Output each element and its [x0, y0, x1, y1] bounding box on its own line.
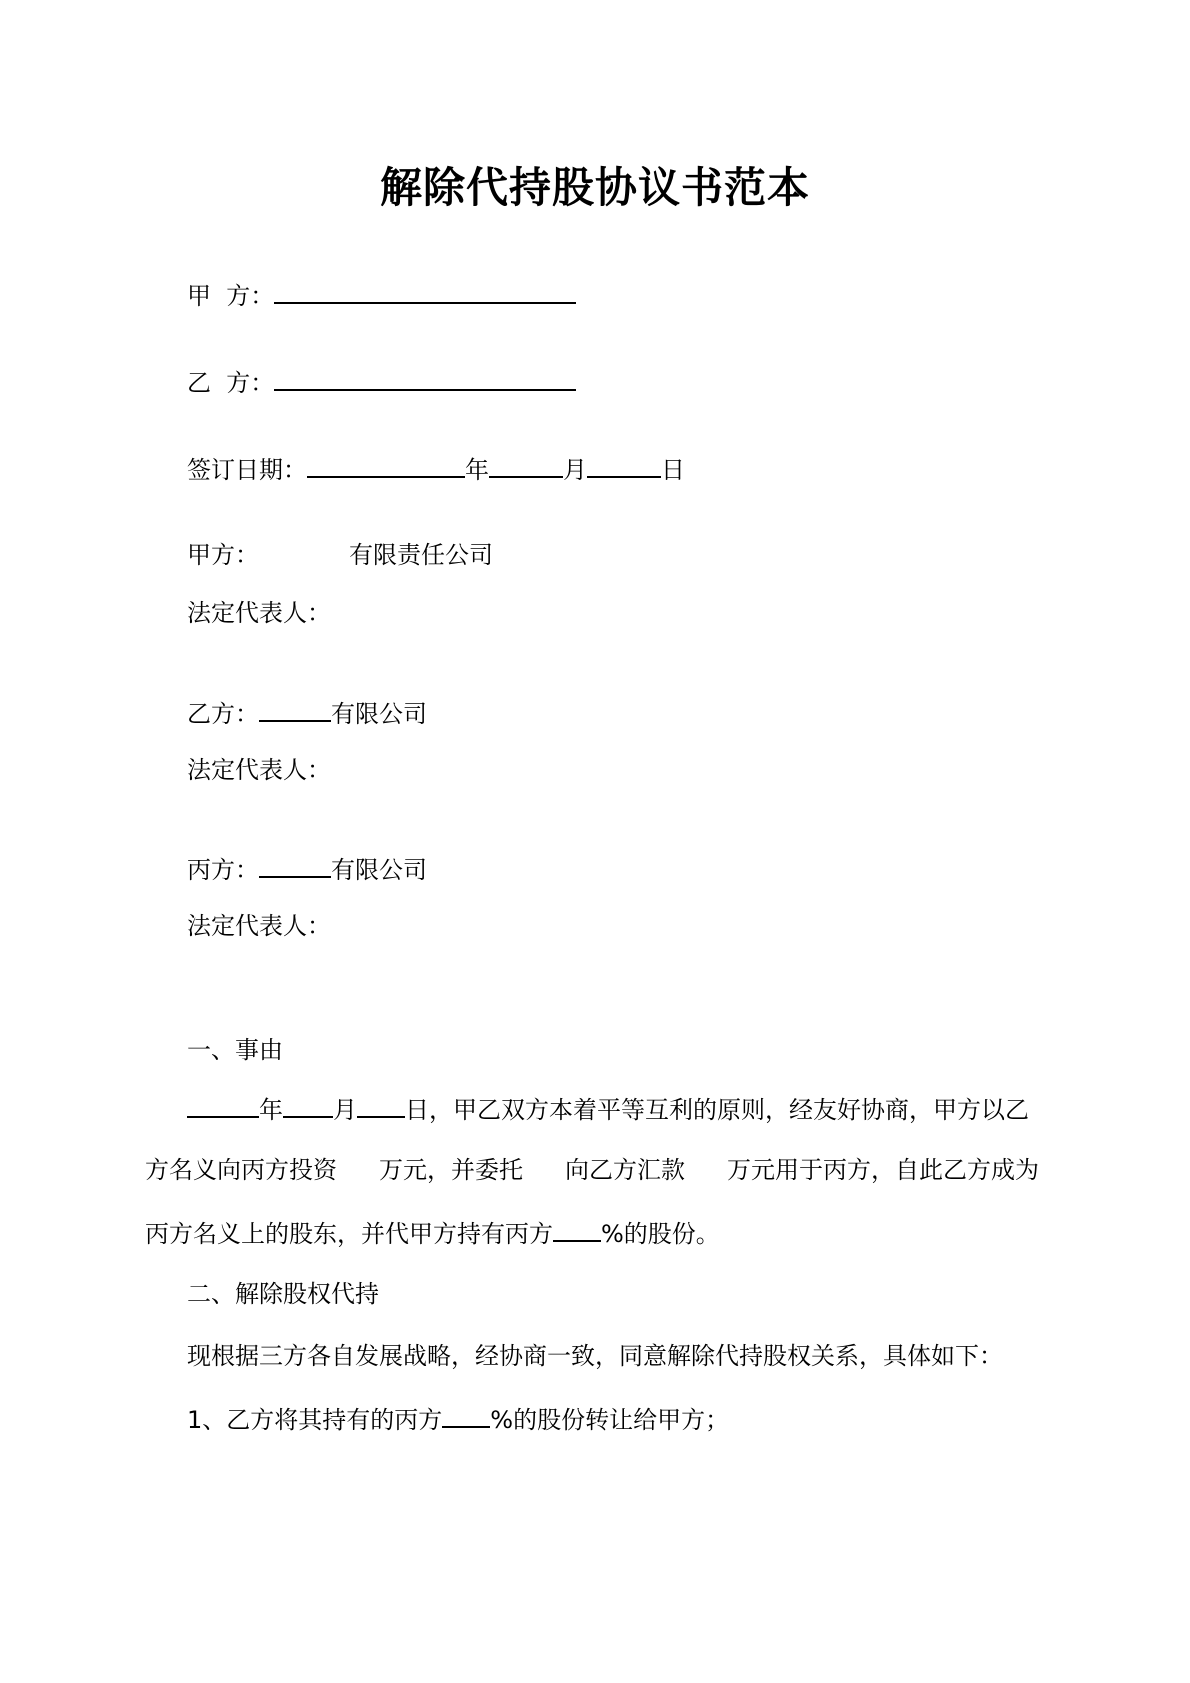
- reason-day-text: 日，甲乙双方本着平等互利的原则，经友好协商，甲方以乙: [405, 1096, 1029, 1124]
- holding-percent-blank: [553, 1214, 601, 1242]
- item-1-percent-blank: [442, 1400, 490, 1428]
- reason-month-label: 月: [333, 1096, 357, 1124]
- party-a-label: 甲 方：: [187, 282, 275, 310]
- party-a-company-name: 有限责任公司: [349, 541, 493, 569]
- section-2-intro: 现根据三方各自发展战略，经协商一致，同意解除代持股权关系，具体如下：: [187, 1342, 1003, 1370]
- party-a-company-line: [187, 537, 493, 573]
- party-a-line: [187, 276, 576, 314]
- party-c-company-name: 有限公司: [331, 856, 427, 884]
- item-1-text: 1、乙方将其持有的丙方: [187, 1406, 443, 1434]
- sign-year-blank: [307, 450, 465, 478]
- party-b-line: [187, 363, 576, 401]
- sign-date-line: [187, 450, 685, 488]
- sign-date-label: 签订日期：: [187, 456, 307, 484]
- reason-year-blank: [187, 1090, 259, 1118]
- invest-text: 方名义向丙方投资: [145, 1156, 337, 1184]
- shareholder-text: 万元用于丙方，自此乙方成为: [727, 1156, 1039, 1184]
- party-b-company-label: 乙方：: [187, 700, 259, 728]
- holding-text: 丙方名义上的股东，并代甲方持有丙方: [145, 1220, 553, 1248]
- reason-month-blank: [283, 1090, 333, 1118]
- party-b-label: 乙 方：: [187, 369, 275, 397]
- party-b-company-line: [187, 694, 427, 732]
- remit-text: 向乙方汇款: [565, 1156, 685, 1184]
- item-1-percent-text: %的股份转让给甲方；: [490, 1406, 730, 1434]
- entrust-text: 万元，并委托: [379, 1156, 523, 1184]
- party-b-rep-line: 法定代表人：: [187, 756, 331, 784]
- section-1-paragraph-line-1: [187, 1090, 1029, 1128]
- sign-day-label: 日: [661, 456, 685, 484]
- party-c-company-line: [187, 850, 427, 888]
- party-c-company-label: 丙方：: [187, 856, 259, 884]
- party-b-company-name: 有限公司: [331, 700, 427, 728]
- party-c-company-blank: [259, 850, 331, 878]
- section-1-paragraph-line-3: [145, 1214, 720, 1252]
- sign-month-blank: [489, 450, 563, 478]
- document-title: 解除代持股协议书范本: [379, 163, 810, 212]
- holding-percent-text: %的股份。: [601, 1220, 720, 1248]
- party-b-company-blank: [259, 694, 331, 722]
- party-b-blank: [274, 363, 576, 391]
- reason-year-label: 年: [259, 1096, 283, 1124]
- sign-day-blank: [587, 450, 661, 478]
- party-a-rep-line: 法定代表人：: [187, 599, 331, 627]
- sign-month-label: 月: [563, 456, 587, 484]
- section-2-heading: 二、解除股权代持: [187, 1280, 379, 1308]
- section-2-item-1: [187, 1400, 729, 1438]
- party-a-company-label: 甲方：: [187, 541, 259, 569]
- sign-year-label: 年: [465, 456, 489, 484]
- reason-day-blank: [357, 1090, 405, 1118]
- section-1-heading: 一、事由: [187, 1036, 283, 1064]
- section-1-paragraph-line-2: [145, 1152, 1039, 1188]
- party-c-rep-line: 法定代表人：: [187, 912, 331, 940]
- party-a-blank: [274, 276, 576, 304]
